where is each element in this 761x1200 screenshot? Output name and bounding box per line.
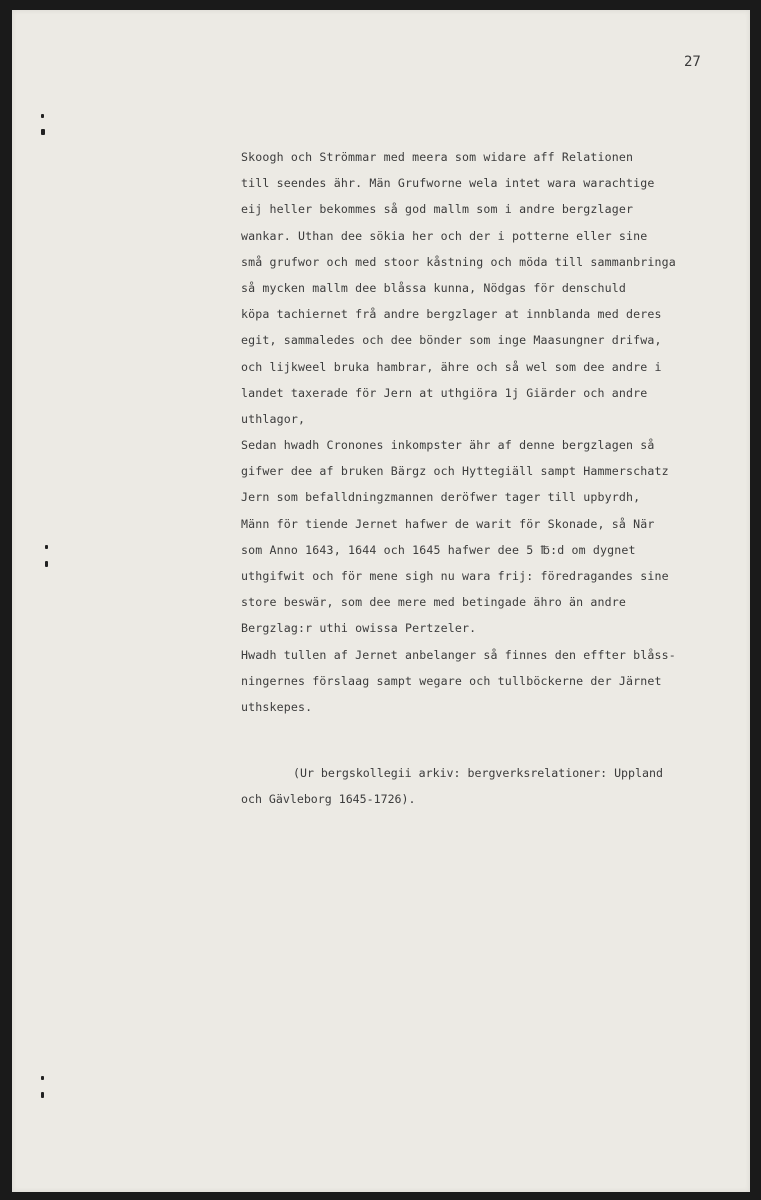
text-line: till seendes ähr. Män Grufworne wela intet wara warachtige — [241, 176, 655, 191]
punch-hole-mark — [41, 1076, 44, 1080]
body-text — [241, 144, 761, 720]
text-line: Skoogh och Strömmar med meera som widare aff Relationen — [241, 150, 634, 164]
document-page — [12, 10, 750, 1192]
punch-hole-mark — [41, 114, 44, 118]
text-line: köpa tachiernet frå andre bergzlager at innblanda med deres — [241, 307, 662, 322]
page-number: 27 — [684, 54, 701, 70]
text-line: och lijkweel bruka hambrar, ähre och så wel som dee andre i — [241, 359, 662, 374]
text-line: Männ för tiende Jernet hafwer de warit för Skonade, så När — [241, 516, 655, 531]
citation-line: (Ur bergskollegii arkiv: bergverksrelationer: Uppland — [293, 766, 663, 780]
text-line: så mycken mallm dee blåssa kunna, Nödgas för denschuld — [241, 280, 627, 295]
text-line: uthgifwit och för mene sigh nu wara frij: föredragandes sine — [241, 569, 669, 583]
text-line: ningernes förslaag sampt wegare och tullböckerne der Järnet — [241, 673, 662, 688]
text-line: gifwer dee af bruken Bärgz och Hyttegiäll sampt Hammerschatz — [241, 464, 669, 479]
text-line: Jern som befalldningzmannen deröfwer tager till upbyrdh, — [241, 490, 641, 505]
text-line: små grufwor och med stoor kåstning och möda till sammanbringa — [241, 254, 676, 269]
text-line: Sedan hwadh Cronones inkompster ähr af denne bergzlagen så — [241, 438, 655, 453]
text-line: Hwadh tullen af Jernet anbelanger så finnes den effter blåss- — [241, 647, 676, 662]
text-line: uthlagor, — [241, 411, 306, 426]
text-line: uthskepes. — [241, 699, 313, 714]
text-line: Bergzlag:r uthi owissa Pertzeler. — [241, 621, 477, 636]
text-line: landet taxerade för Jern at uthgiöra 1j Giärder och andre — [241, 385, 648, 400]
text-line: store beswär, som dee mere med betingade ähro än andre — [241, 595, 627, 610]
text-line: som Anno 1643, 1644 och 1645 hafwer dee 5 ℔:d om dygnet — [241, 542, 636, 557]
text-line: wankar. Uthan dee sökia her och der i potterne eller sine — [241, 228, 648, 243]
punch-hole-mark — [45, 545, 48, 549]
citation-line: och Gävleborg 1645-1726). — [241, 792, 416, 806]
text-line: eij heller bekommes så god mallm som i andre bergzlager — [241, 202, 634, 217]
punch-hole-mark — [45, 561, 48, 567]
punch-hole-mark — [41, 1092, 44, 1098]
text-line: egit, sammaledes och dee bönder som inge Maasungner drifwa, — [241, 333, 662, 348]
source-citation — [241, 760, 761, 812]
punch-hole-mark — [41, 129, 45, 135]
